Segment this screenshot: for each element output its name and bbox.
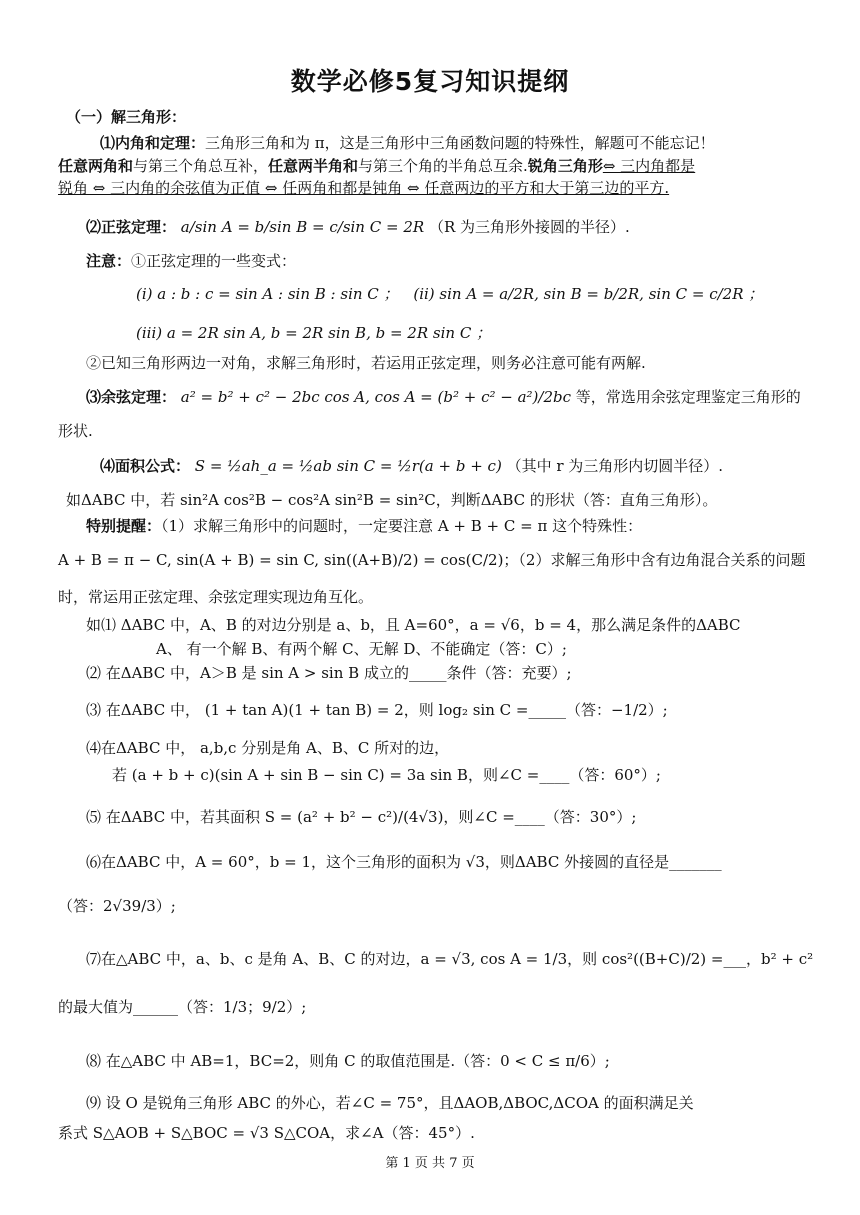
sine-law-formula: a/sin A = b/sin B = c/sin C = 2R <box>180 218 425 236</box>
formula: (i) a : b : c = sin A : sin B : sin C ； <box>136 285 399 303</box>
question-4b: 若 (a + b + c)(sin A + sin B − sin C) = 3a sin B，则∠C =____（答：60°）; <box>112 766 661 784</box>
note: （R 为三角形外接圆的半径）. <box>428 218 630 236</box>
question-1-options: A、 有一个解 B、有两个解 C、无解 D、不能确定（答：C）; <box>156 640 567 658</box>
theorem-label: ⑶余弦定理： <box>86 388 177 406</box>
note-text: ①正弦定理的一些变式： <box>131 252 297 270</box>
question-6b: （答：2√39/3）; <box>58 897 176 915</box>
text: 等，常选用余弦定理鉴定三角形的 <box>575 388 801 406</box>
theorem-text: 三角形三角和为 π，这是三角形中三角函数问题的特殊性，解题可不能忘记！ <box>205 134 715 152</box>
formula: S = ½ah_a = ½ab sin C = ½r(a + b + c) <box>194 457 502 475</box>
question-9b: 系式 S△AOB + S△BOC = √3 S△COA，求∠A（答：45°）. <box>58 1124 475 1142</box>
theorem-label: ⑷面积公式： <box>100 457 191 475</box>
text: 与第三个角的半角总互余. <box>358 157 528 175</box>
sine-law <box>86 216 630 238</box>
section-heading: （一）解三角形： <box>66 108 187 126</box>
underlined-text: ⇔ 三内角都是 <box>602 157 696 175</box>
question-6a: ⑹在ΔABC 中，A = 60°，b = 1，这个三角形的面积为 √3，则ΔABC 外接圆的直径是_______ <box>86 853 722 871</box>
question-1: 如⑴ ΔABC 中，A、B 的对边分别是 a、b，且 A=60°，a = √6，b = 4，那么满足条件的ΔABC <box>86 616 741 634</box>
question-5: ⑸ 在ΔABC 中，若其面积 S = (a² + b² − c²)/(4√3)，则∠C =____（答：30°）; <box>86 808 637 826</box>
tip-line3: 时，常运用正弦定理、余弦定理实现边角互化。 <box>58 588 374 606</box>
tip-text: （1）求解三角形中的问题时，一定要注意 A + B + C = π 这个特殊性： <box>161 517 643 535</box>
cosine-law <box>86 386 801 408</box>
document-title: 数学必修5复习知识提纲 <box>290 67 570 96</box>
theorem-angle-sum-line3: 锐角 ⇔ 三内角的余弦值为正值 ⇔ 任两角和都是钝角 ⇔ 任意两边的平方和大于第三边的平方. <box>58 179 670 197</box>
text: （其中 r 为三角形内切圆半径）. <box>506 457 724 475</box>
theorem-label: ⑵正弦定理： <box>86 218 177 236</box>
area-formula <box>100 455 723 477</box>
emphasis: 任意两半角和 <box>268 157 359 175</box>
cosine-law-formula: a² = b² + c² − 2bc cos A, cos A = (b² + c² − a²)/2bc <box>180 388 572 406</box>
theorem-angle-sum-line1 <box>100 132 715 154</box>
variant-1 <box>136 283 763 305</box>
question-2: ⑵ 在ΔABC 中，A＞B 是 sin A > sin B 成立的_____条件（答：充要）; <box>86 664 572 682</box>
tip-line2: A + B = π − C, sin(A + B) = sin C, sin((A+B)/2) = cos(C/2)；（2）求解三角形中含有边角混合关系的问题 <box>58 551 806 569</box>
theorem-angle-sum-line2 <box>58 155 695 177</box>
theorem-label: ⑴内角和定理： <box>100 134 206 152</box>
formula: (ii) sin A = a/2R, sin B = b/2R, sin C = c/2R ； <box>413 285 764 303</box>
tip-label: 特别提醒： <box>86 517 162 535</box>
question-7a: ⑺在△ABC 中，a、b、c 是角 A、B、C 的对边，a = √3, cos A = 1/3，则 cos²((B+C)/2) =___，b² + c² <box>86 950 814 968</box>
example-0: 如ΔABC 中，若 sin²A cos²B − cos²A sin²B = sin²C，判断ΔABC 的形状（答：直角三角形）。 <box>66 491 718 509</box>
question-9a: ⑼ 设 O 是锐角三角形 ABC 的外心，若∠C = 75°，且ΔAOB,ΔBOC,ΔCOA 的面积满足关 <box>86 1094 694 1112</box>
emphasis: 锐角三角形 <box>527 157 603 175</box>
question-4a: ⑷在ΔABC 中， a,b,c 分别是角 A、B、C 所对的边， <box>86 739 450 757</box>
text: 与第三个角总互补， <box>133 157 269 175</box>
question-7b: 的最大值为______（答：1/3；9/2）; <box>58 998 307 1016</box>
note-label: 注意： <box>86 252 132 270</box>
note-2: ②已知三角形两边一对角，求解三角形时，若运用正弦定理，则务必注意可能有两解. <box>86 354 646 372</box>
variant-3: (iii) a = 2R sin A, b = 2R sin B, b = 2R sin C ； <box>136 324 492 342</box>
emphasis: 任意两角和 <box>58 157 134 175</box>
question-8: ⑻ 在△ABC 中 AB=1，BC=2，则角 C 的取值范围是.（答：0 < C ≤ π/6）; <box>86 1052 610 1070</box>
text: 形状. <box>58 422 93 440</box>
tip-line1 <box>86 515 642 537</box>
note-line <box>86 250 296 272</box>
page-footer: 第 1 页 共 7 页 <box>385 1156 475 1171</box>
question-3: ⑶ 在ΔABC 中， (1 + tan A)(1 + tan B) = 2，则 log₂ sin C =_____（答：−1/2）; <box>86 701 668 719</box>
